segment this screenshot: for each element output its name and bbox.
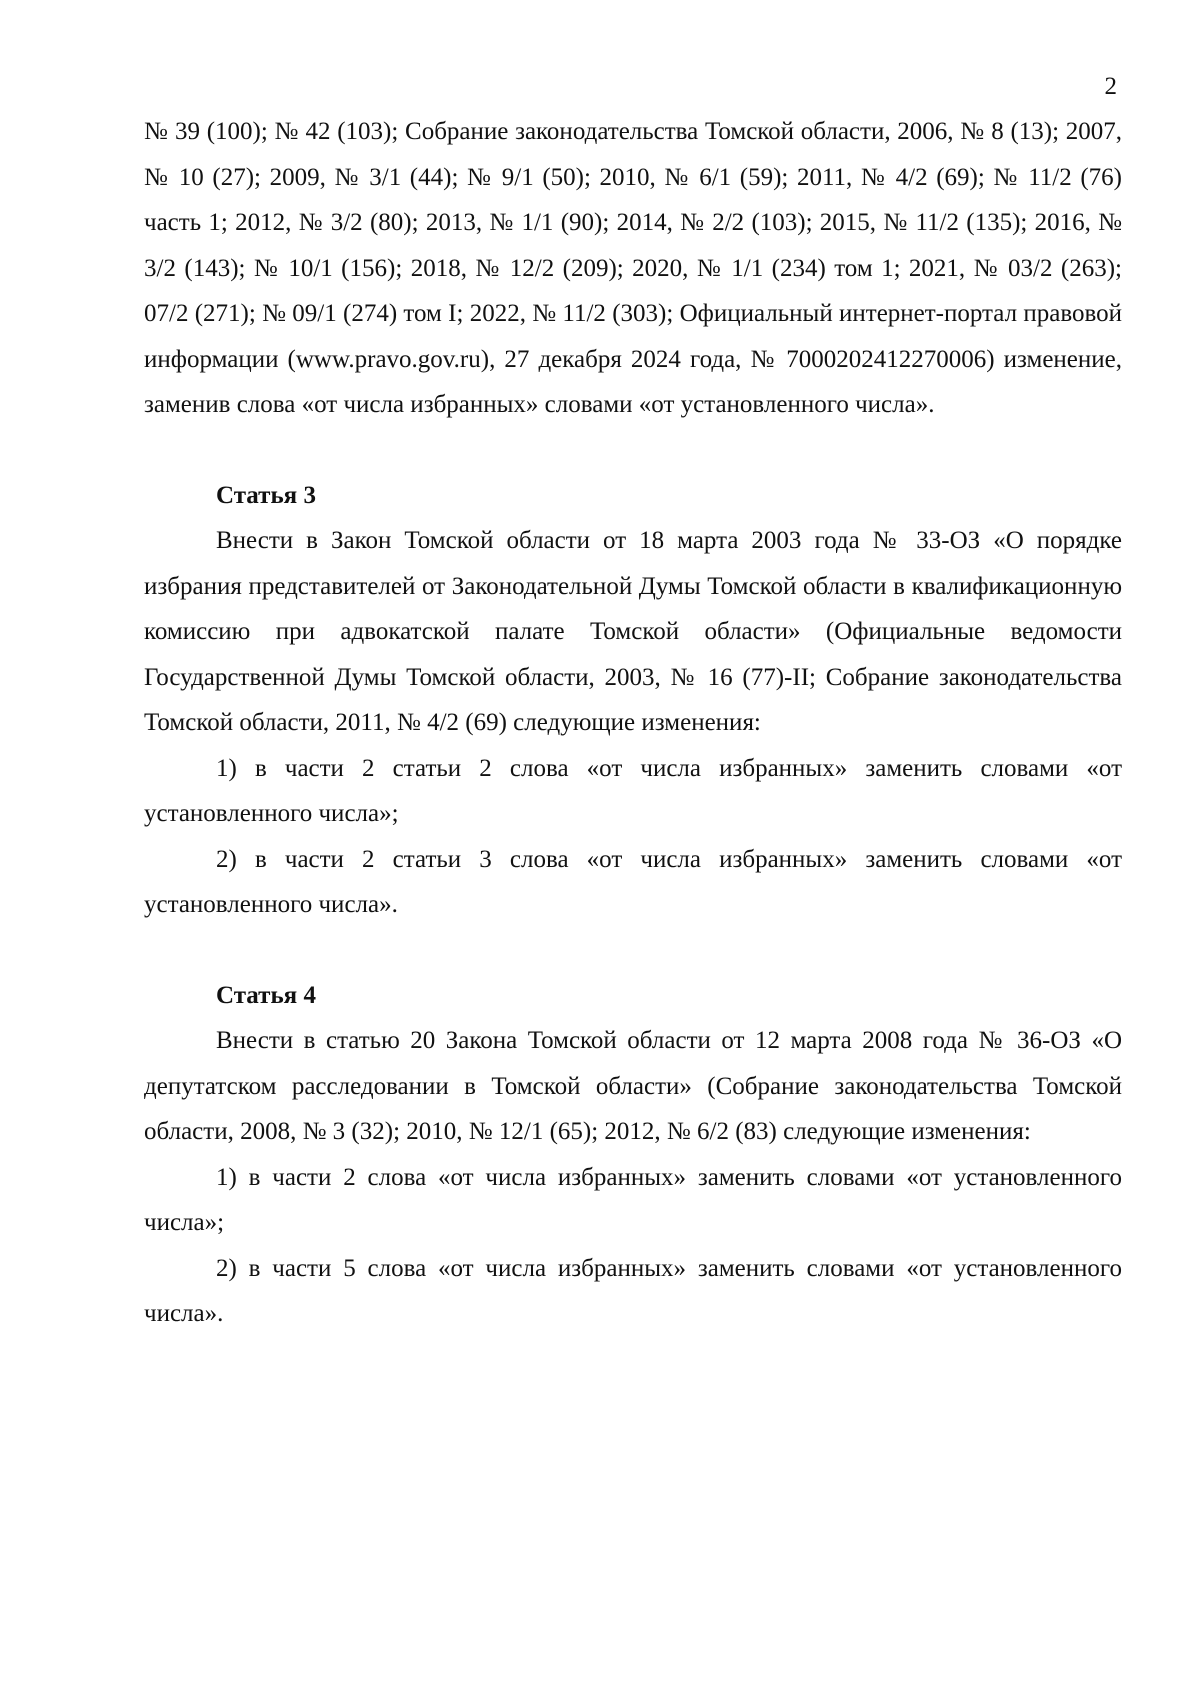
article-3 — [144, 473, 1122, 928]
article-lead-paragraph: Внести в статью 20 Закона Томской области от 12 марта 2008 года № 36-ОЗ «О депутатском расследовании в Томской области» (Собрание законодательства Томской области, 2008, № 3 (32); 2010, № 12/1 (65); 2012, № 6/2 (83) следующие изменения: — [144, 1027, 1122, 1145]
article-item: 1) в части 2 статьи 2 слова «от числа избранных» заменить словами «от установленного числа»; — [144, 754, 1122, 827]
article-item: 1) в части 2 слова «от числа избранных» заменить словами «от установленного числа»; — [144, 1163, 1122, 1236]
document-body — [144, 109, 1122, 1337]
article-title: Статья 4 — [216, 981, 316, 1009]
page-number: 2 — [1104, 73, 1117, 100]
article-item: 2) в части 5 слова «от числа избранных» заменить словами «от установленного числа». — [144, 1254, 1122, 1327]
spacer — [144, 428, 1122, 473]
article-item: 2) в части 2 статьи 3 слова «от числа избранных» заменить словами «от установленного числа». — [144, 845, 1122, 918]
article-title: Статья 3 — [216, 481, 316, 509]
article-lead-paragraph: Внести в Закон Томской области от 18 марта 2003 года № 33-ОЗ «О порядке избрания представителей от Законодательной Думы Томской области в квалификационную комиссию при адвокатской палате Томской области» (Официальные ведомости Государственной Думы Томской области, 2003, № 16 (77)-II; Собрание законодательства Томской области, 2011, № 4/2 (69) следующие изменения: — [144, 527, 1122, 736]
article-4 — [144, 973, 1122, 1337]
spacer — [144, 928, 1122, 973]
intro-paragraph: № 39 (100); № 42 (103); Собрание законодательства Томской области, 2006, № 8 (13); 2007, № 10 (27); 2009, № 3/1 (44); № 9/1 (50); 2010, № 6/1 (59); 2011, № 4/2 (69); № 11/2 (76) часть 1; 2012, № 3/2 (80); 2013, № 1/1 (90); 2014, № 2/2 (103); 2015, № 11/2 (135); 2016, № 3/2 (143); № 10/1 (156); 2018, № 12/2 (209); 2020, № 1/1 (234) том 1; 2021, № 03/2 (263); 07/2 (271); № 09/1 (274) том I; 2022, № 11/2 (303); Официальный интернет-портал правовой информации (www.pravo.gov.ru), 27 декабря 2024 года, № 7000202412270006) изменение, заменив слова «от числа избранных» словами «от установленного числа». — [144, 118, 1122, 418]
